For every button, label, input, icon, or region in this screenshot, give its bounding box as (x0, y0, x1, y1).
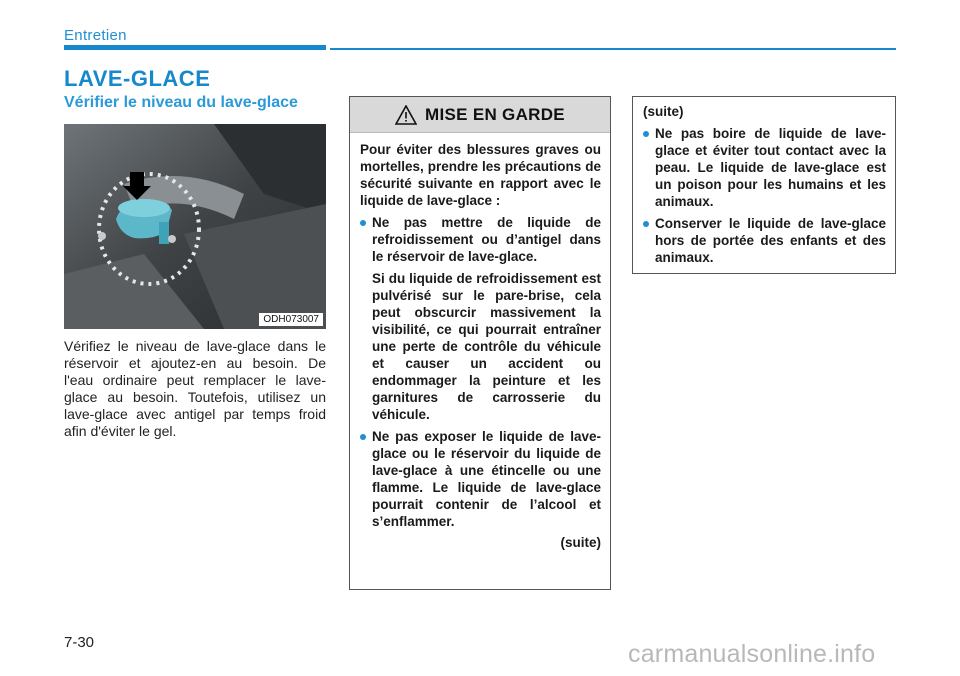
warning-continuation-box (632, 96, 896, 274)
section-subtitle: Vérifier le niveau du lave-glace (64, 94, 298, 111)
warning-bullet-text: Ne pas exposer le liquide de lave-glace ou le réservoir du liquide de lave-glace à une étincelle ou une flamme. Le liquide de lave-glace pourrait contenir de l’alcool et s’enflammer. (372, 429, 601, 529)
bullet-dot (643, 221, 649, 227)
bullet-dot (360, 220, 366, 226)
warning-bullet (643, 125, 886, 210)
warning-bullet (360, 428, 601, 530)
section-label: Entretien (64, 27, 127, 44)
header-bar (64, 45, 326, 50)
warning-bullet (643, 215, 886, 266)
warning-bullet-text: Conserver le liquide de lave-glace hors de portée des enfants et des animaux. (655, 216, 886, 265)
warning-intro: Pour éviter des blessures graves ou mortelles, prendre les précautions de sécurité suivante en rapport avec le liquide de lave-glace : (360, 142, 601, 208)
figure-code: ODH073007 (259, 313, 323, 326)
continued-from-label: (suite) (643, 104, 684, 119)
header-rule (330, 48, 896, 50)
bullet-dot (360, 434, 366, 440)
bullet-dot (643, 131, 649, 137)
engine-bay-illustration (64, 124, 326, 329)
warning-bullet-text: Ne pas boire de liquide de lave-glace et éviter tout contact avec la peau. Le liquide de lave-glace est un poison pour les humains et les animaux. (655, 126, 886, 209)
page-number: 7-30 (64, 634, 95, 651)
warning-bullet (360, 214, 601, 265)
warning-triangle-icon (395, 105, 417, 125)
warning-header (350, 97, 610, 133)
warning-bullet-detail: Si du liquide de refroidissement est pulvérisé sur le pare-brise, cela peut obscurcir massivement la visibilité, ce qui pourrait entraîner une perte de contrôle du véhicule et causer un accident ou endommager la peinture et les garnitures de carrosserie du véhicule. (372, 271, 601, 422)
continued-label: (suite) (560, 535, 601, 550)
warning-bullet-text: Ne pas mettre de liquide de refroidissement ou d’antigel dans le réservoir de lave-glace. (372, 215, 601, 264)
body-paragraph: Vérifiez le niveau de lave-glace dans le réservoir et ajoutez-en au besoin. De l'eau ordinaire peut remplacer le lave-glace au besoin. Toutefois, utilisez un lave-glace avec antigel par temps froid afin d'éviter le gel. (64, 338, 326, 439)
warning-title: MISE EN GARDE (425, 104, 565, 124)
page-title: LAVE-GLACE (64, 66, 211, 91)
watermark: carmanualsonline.info (628, 640, 876, 668)
washer-reservoir-photo (64, 124, 326, 329)
warning-box (349, 96, 611, 590)
